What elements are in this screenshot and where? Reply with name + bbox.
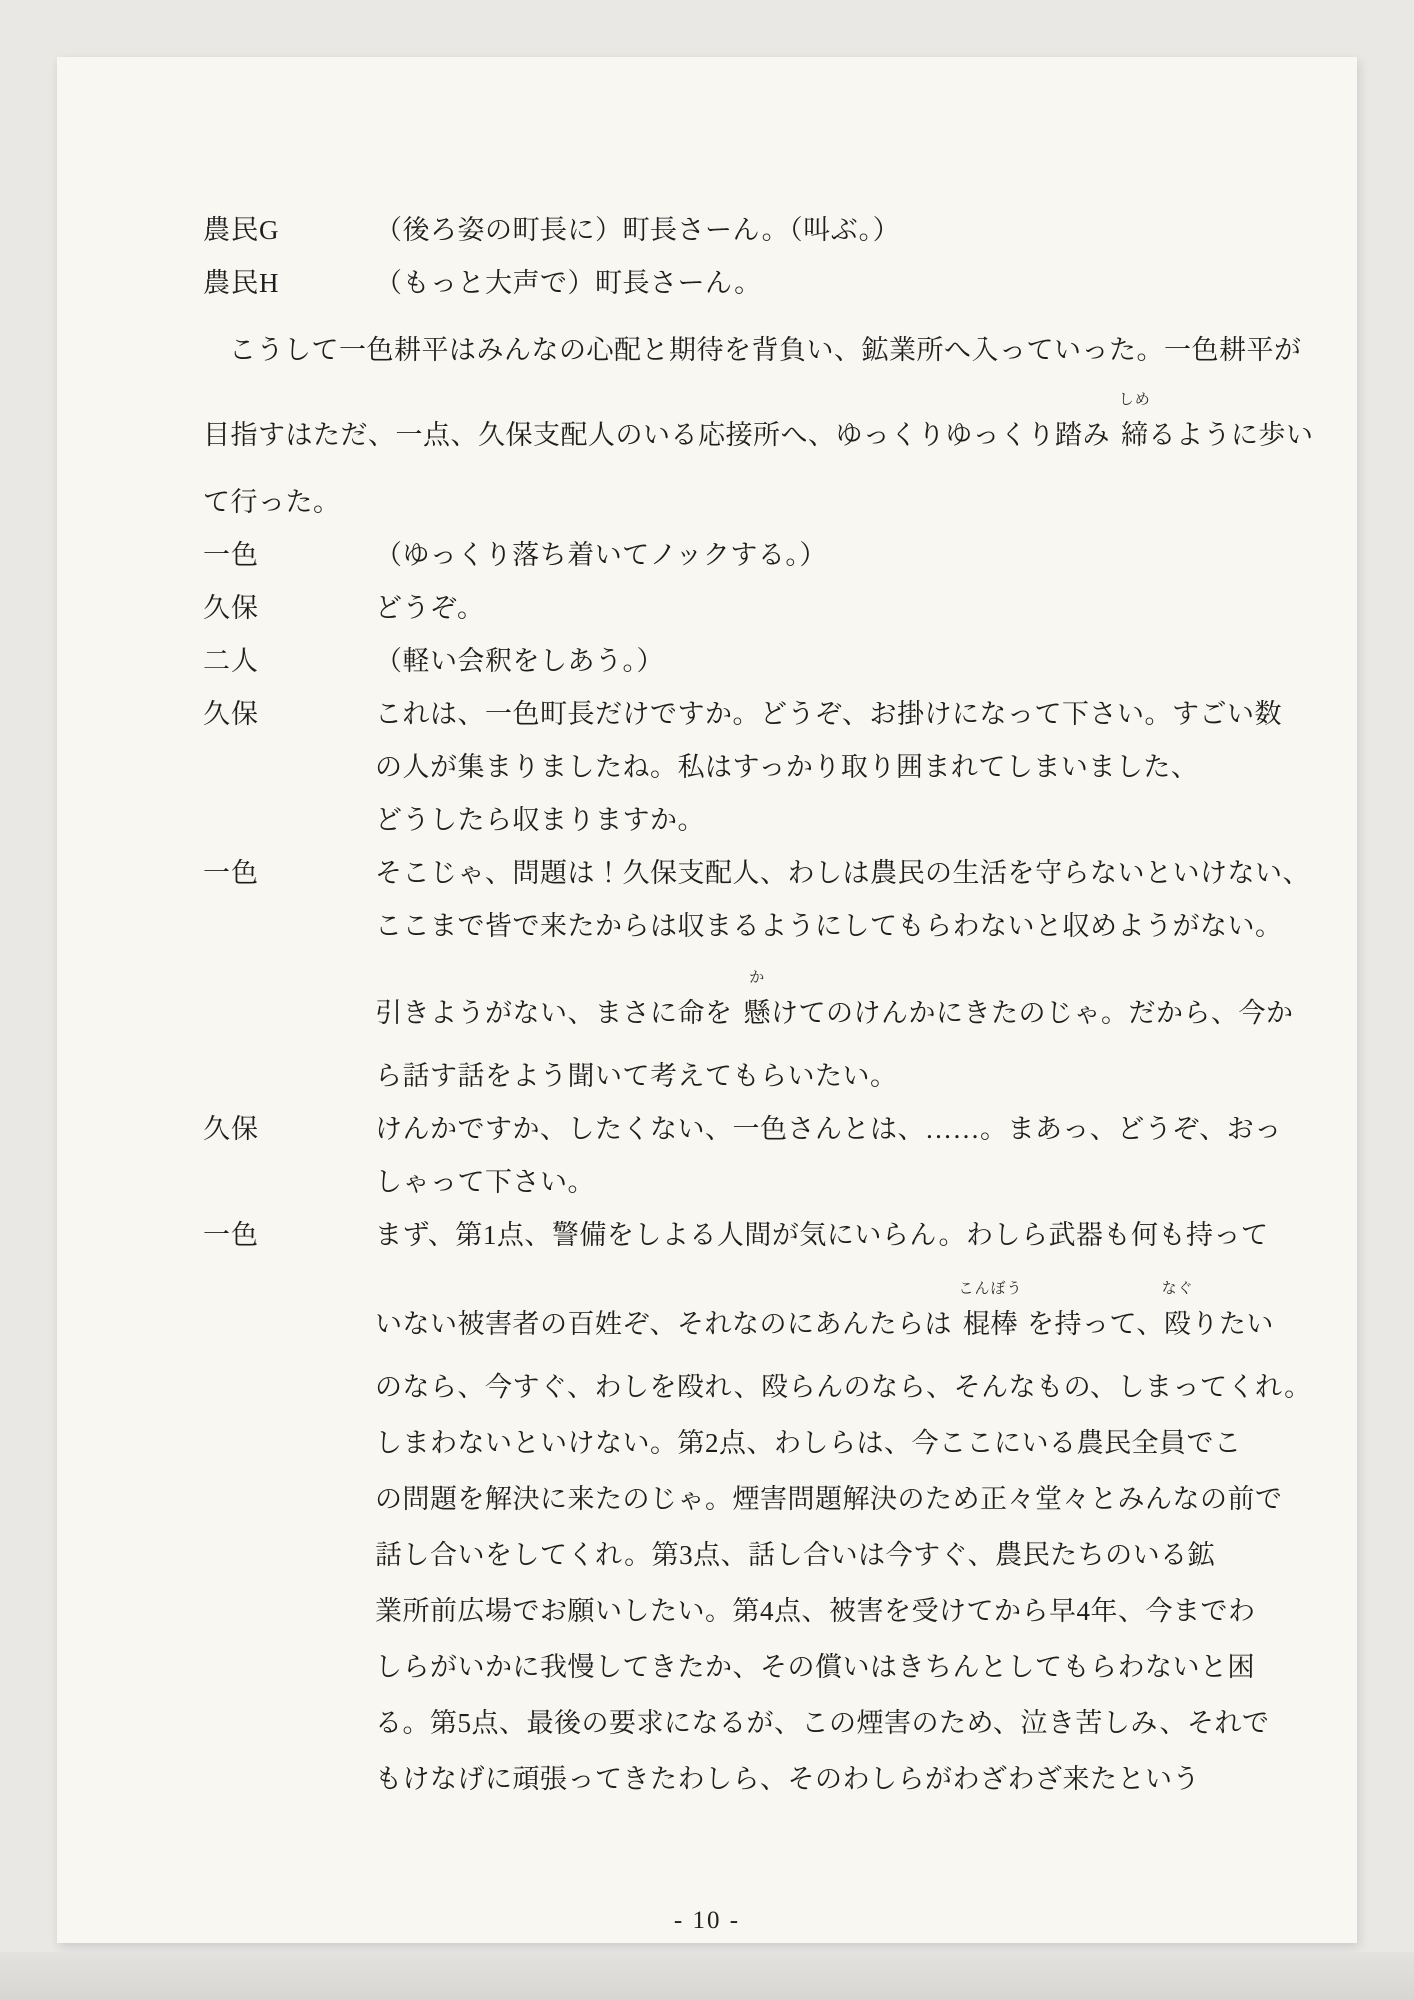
speaker-name: 久保 [203,699,259,729]
text-segment: （ゆっくり落ち着いてノックする。） [375,540,827,570]
text-segment: どうぞ。 [375,593,485,623]
speaker-name: 二人 [203,646,259,676]
script-line [203,741,1343,794]
ruby-text: か [749,970,766,986]
text-segment: どうしたら収まりますか。 [375,805,705,835]
speaker-name: 久保 [203,1114,259,1144]
text-segment: るように歩い [1148,420,1314,450]
text-segment: の問題を解決に来たのじゃ。煙害問題解決のため正々堂々とみんなの前で [375,1484,1283,1514]
ruby-base: 棍棒 [962,1309,1018,1339]
text-segment: いない被害者の百姓ぞ、それなのにあんたらは [375,1309,952,1339]
text-segment: る。第5点、最後の要求になるが、この煙害のため、泣き苦しみ、それで [375,1708,1270,1738]
text-segment: ここまで皆で来たからは収まるようにしてもらわないと収めようがない。 [375,911,1283,941]
speaker-name: 一色 [203,1220,259,1250]
script-line [203,1473,1343,1526]
text-segment: これは、一色町長だけですか。どうぞ、お掛けになって下さい。すごい数 [375,699,1282,729]
text-segment: こうして一色耕平はみんなの心配と期待を背負い、鉱業所へ入っていった。一色耕平が [229,335,1302,365]
dialogue-line [203,529,1343,582]
ruby-base: 懸 [743,998,771,1028]
speaker-name: 農民H [203,268,280,298]
dialogue-line [203,635,1343,688]
text-segment: （後ろ姿の町長に）町長さーん。（叫ぶ。） [375,215,901,245]
text-segment: まず、第1点、警備をしよる人間が気にいらん。わしら武器も何も持って [375,1220,1269,1250]
speaker-name: 一色 [203,540,259,570]
text-segment: 目指すはただ、一点、久保支配人のいる応接所へ、ゆっくりゆっくり踏み [203,420,1110,450]
speaker-name: 久保 [203,593,259,623]
script-line [203,476,1343,529]
text-segment: のなら、今すぐ、わしを殴れ、殴らんのなら、そんなもの、しまってくれ。 [375,1372,1312,1402]
ruby-annotation [958,1281,1023,1351]
ruby-annotation [1161,1281,1194,1351]
text-segment: ら話す話をよう聞いて考えてもらいたい。 [375,1061,898,1091]
text-segment: そこじゃ、問題は！久保支配人、わしは農民の生活を守らないといけない、 [375,858,1310,888]
dialogue-line [203,688,1343,741]
dialogue-line [203,204,1343,257]
text-segment: て行った。 [203,487,341,517]
text-segment: りたい [1191,1309,1274,1339]
dialogue-line [203,582,1343,635]
script-line [203,1417,1343,1470]
script-line [203,324,1343,377]
dialogue-line [203,1103,1343,1156]
text-segment: しまわないといけない。第2点、わしらは、今ここにいる農民全員でこ [375,1428,1242,1458]
script-line [203,961,1343,1040]
script-line [203,900,1343,953]
text-segment: しらがいかに我慢してきたか、その償いはきちんとしてもらわないと困 [375,1652,1255,1682]
ruby-text: こんぼう [958,1281,1023,1297]
script-line [203,383,1343,462]
scan-edge-shadow [0,1952,1414,2000]
ruby-text: なぐ [1161,1281,1194,1297]
script-line [203,794,1343,847]
script-line [203,1697,1343,1750]
ruby-annotation [743,970,772,1040]
text-segment: 引きようがない、まさに命を [375,998,733,1028]
ruby-annotation [1118,392,1151,462]
speaker-name: 農民G [203,215,280,245]
document-page [57,57,1357,1943]
text-segment: の人が集まりましたね。私はすっかり取り囲まれてしまいました、 [375,752,1199,782]
text-segment: 話し合いをしてくれ。第3点、話し合いは今すぐ、農民たちのいる鉱 [375,1540,1216,1570]
speaker-name: 一色 [203,858,259,888]
ruby-text: しめ [1118,392,1151,408]
text-segment: もけなげに頑張ってきたわしら、そのわしらがわざわざ来たという [375,1764,1200,1794]
dialogue-line [203,847,1343,900]
script-line [203,1641,1343,1694]
text-segment: （もっと大声で）町長さーん。 [375,268,762,298]
script-line [203,1585,1343,1638]
script-line [203,1050,1343,1103]
text-segment: しゃって下さい。 [375,1167,595,1197]
script-line [203,1361,1343,1414]
dialogue-line [203,257,1343,310]
ruby-base: 殴 [1163,1309,1192,1339]
script-line [203,1529,1343,1582]
script-line [203,1272,1343,1351]
dialogue-line [203,1209,1343,1262]
script-line [203,1753,1343,1806]
script-line [203,1156,1343,1209]
text-segment: 業所前広場でお願いしたい。第4点、被害を受けてから早4年、今までわ [375,1596,1256,1626]
text-segment: けんかですか、したくない、一色さんとは、……。まあっ、どうぞ、おっ [375,1114,1282,1144]
text-segment: を持って、 [1026,1309,1164,1339]
ruby-base: 締 [1120,420,1149,450]
script-lines [203,204,1343,1806]
page-number: - 10 - [673,1907,741,1934]
text-segment: （軽い会釈をしあう。） [375,646,664,676]
text-segment: けてのけんかにきたのじゃ。だから、今か [771,998,1294,1028]
